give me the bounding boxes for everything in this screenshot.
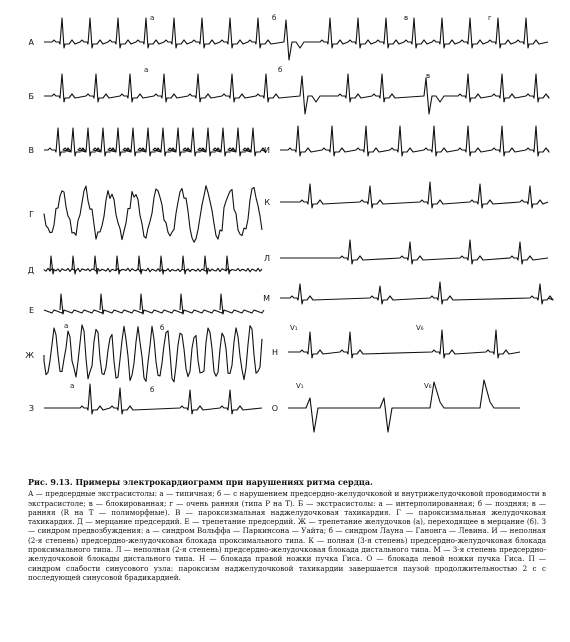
ecg-strip-e bbox=[29, 294, 264, 315]
ecg-strip-l bbox=[264, 240, 548, 264]
strip-mark: V₁ bbox=[296, 382, 304, 390]
strip-mark: а bbox=[70, 382, 75, 390]
strip-mark: б bbox=[150, 386, 155, 394]
ecg-trace bbox=[288, 330, 520, 358]
strip-letter: И bbox=[264, 146, 270, 155]
strip-letter: Ж bbox=[25, 351, 34, 360]
strip-letter: К bbox=[264, 198, 270, 207]
ecg-trace bbox=[280, 282, 553, 304]
strip-mark: в bbox=[426, 72, 431, 80]
strip-letter: Л bbox=[263, 254, 270, 263]
strip-letter: Н bbox=[271, 348, 278, 357]
ecg-trace bbox=[44, 325, 262, 382]
ecg-strip-o bbox=[272, 380, 520, 432]
ecg-trace bbox=[44, 186, 262, 243]
ecg-strip-zh bbox=[25, 322, 262, 382]
strip-mark: а bbox=[144, 66, 149, 74]
strip-letter: В bbox=[28, 146, 34, 155]
strip-mark: в bbox=[404, 14, 409, 22]
ecg-strip-m bbox=[263, 282, 553, 304]
caption-title: Рис. 9.13. Примеры электрокардиограмм при нарушениях ритма сердца. bbox=[28, 477, 373, 487]
strip-mark: V₁ bbox=[290, 324, 298, 332]
caption-body: А — предсердные экстрасистолы: а — типичная; б — с нарушением предсердно-желудочковой и внутрижелудочковой проводимости в экстрасистоле; в — блокированная; г — очень ранняя (типа Р на Т). Б — экстрасистолы: а — интерполированная; б — поздняя; в — ранняя (R на T — полиморфные). В — пароксизмальная наджелудочковая тахикардия. Г — пароксизмальная желудочковая тахикардия. Д — мерцание предсердий. Е — трепетание предсердий. Ж — трепетание желудочков (а), переходящее в мерцание (б). З — синдром предвозбуждения: а — синдром Вольффа — Паркинсона — Уайта; б — синдром Лауна — Ганонга — Левина. И — неполная (2-я степень) предсердно-желудочковая блокада проксимального типа. К — полная (3-я степень) предсердно-желудочковая блокада проксимального типа. Л — неполная (2-я степень) предсердно-желудочковая блокада дистального типа. М — 3-я степень предсердно-желудочковой блокады дистального типа. Н — блокада правой ножки пучка Гиса. О — блокада левой ножки пучка Гиса. П — синдром слабости синусового узла: пароксизм наджелудочковой тахикардии завершается паузой продолжительностью 2 с с последующей синусовой брадикардией. bbox=[28, 489, 546, 582]
ecg-trace bbox=[44, 74, 549, 114]
strip-mark: б bbox=[160, 324, 165, 332]
strip-letter: А bbox=[28, 38, 34, 47]
strip-mark: б bbox=[272, 14, 277, 22]
strip-letter: М bbox=[263, 294, 270, 303]
strip-mark: V₆ bbox=[424, 382, 432, 390]
ecg-strip-n bbox=[272, 324, 520, 358]
strip-mark: г bbox=[488, 14, 492, 22]
ecg-trace bbox=[44, 18, 548, 60]
strip-mark: а bbox=[64, 322, 69, 330]
strip-mark: V₆ bbox=[416, 324, 424, 332]
strip-mark: б bbox=[278, 66, 283, 74]
ecg-trace bbox=[44, 294, 264, 314]
ecg-strip-g bbox=[29, 186, 262, 243]
strip-letter: Д bbox=[27, 266, 34, 275]
ecg-strip-d bbox=[28, 256, 262, 275]
ecg-strip-z bbox=[29, 382, 262, 414]
ecg-trace bbox=[280, 126, 549, 156]
strip-letter: Г bbox=[29, 210, 34, 219]
ecg-strip-i bbox=[264, 126, 549, 156]
strip-mark: а bbox=[150, 14, 155, 22]
ecg-trace bbox=[44, 128, 266, 156]
ecg-strip-v bbox=[29, 128, 267, 156]
ecg-trace bbox=[288, 380, 520, 432]
ecg-strip-a bbox=[29, 14, 548, 60]
strip-letter: Б bbox=[28, 92, 34, 101]
strip-letter: Е bbox=[28, 306, 34, 315]
strip-letter: З bbox=[28, 404, 34, 413]
ecg-strip-b bbox=[29, 66, 550, 114]
ecg-trace bbox=[280, 240, 548, 264]
ecg-strip-k bbox=[264, 182, 548, 208]
strip-letter: О bbox=[271, 404, 278, 413]
ecg-trace bbox=[44, 256, 262, 274]
figure-caption bbox=[28, 478, 546, 582]
ecg-trace bbox=[280, 182, 548, 208]
